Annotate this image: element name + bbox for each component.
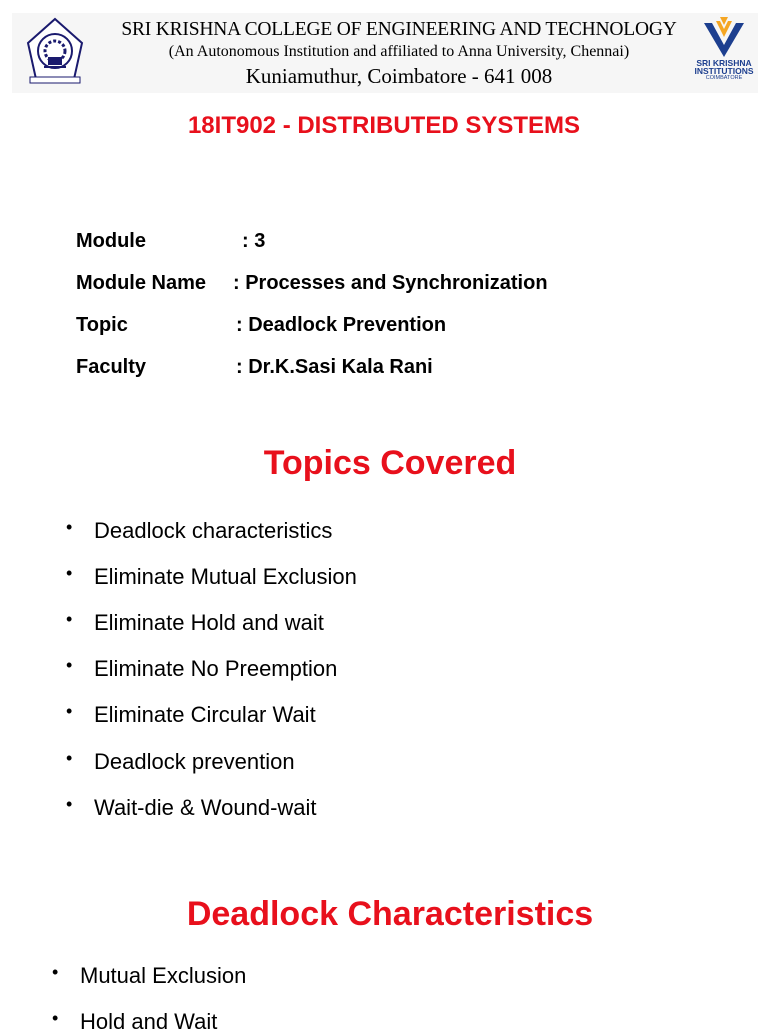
characteristics-heading: Deadlock Characteristics bbox=[186, 895, 594, 933]
topic-label: Eliminate Circular Wait bbox=[94, 702, 316, 727]
college-header bbox=[12, 13, 758, 93]
bullet-icon: • bbox=[66, 748, 73, 768]
topic-item bbox=[66, 702, 316, 728]
bullet-icon: • bbox=[66, 655, 73, 675]
college-affiliation: (An Autonomous Institution and affiliated to Anna University, Chennai) bbox=[168, 43, 630, 60]
bullet-icon: • bbox=[66, 517, 73, 537]
bullet-icon: • bbox=[66, 609, 73, 629]
bullet-icon: • bbox=[52, 1008, 59, 1028]
topic-label: Eliminate No Preemption bbox=[94, 656, 338, 681]
info-value: : 3 bbox=[242, 230, 266, 252]
topic-label: Eliminate Mutual Exclusion bbox=[94, 564, 357, 589]
topic-item bbox=[66, 564, 357, 590]
topic-label: Deadlock prevention bbox=[94, 749, 295, 774]
college-name: SRI KRISHNA COLLEGE OF ENGINEERING AND TECHNOLOGY bbox=[121, 19, 677, 40]
bullet-icon: • bbox=[66, 794, 73, 814]
topic-label: Deadlock characteristics bbox=[94, 518, 333, 543]
college-emblem-icon bbox=[24, 17, 86, 85]
bullet-icon: • bbox=[52, 962, 59, 982]
info-value: : Deadlock Prevention bbox=[236, 314, 447, 336]
logo-text: COIMBATORE bbox=[705, 75, 743, 81]
characteristic-label: Mutual Exclusion bbox=[80, 963, 247, 988]
topic-item bbox=[66, 656, 337, 682]
characteristic-item bbox=[52, 963, 246, 989]
topic-item bbox=[66, 749, 295, 775]
college-address: Kuniamuthur, Coimbatore - 641 008 bbox=[245, 64, 553, 88]
topics-heading: Topics Covered bbox=[263, 444, 517, 482]
topic-label: Wait-die & Wound-wait bbox=[94, 795, 317, 820]
logo-text: SRI KRISHNA bbox=[696, 58, 752, 68]
info-value: : Dr.K.Sasi Kala Rani bbox=[236, 356, 433, 378]
sri-krishna-logo-icon bbox=[692, 17, 756, 89]
topic-item bbox=[66, 518, 332, 544]
bullet-icon: • bbox=[66, 701, 73, 721]
info-label: Topic bbox=[76, 314, 128, 336]
logo-text: INSTITUTIONS bbox=[694, 66, 754, 76]
bullet-icon: • bbox=[66, 563, 73, 583]
course-title: 18IT902 - DISTRIBUTED SYSTEMS bbox=[187, 112, 581, 139]
info-value: : Processes and Synchronization bbox=[233, 272, 548, 294]
info-label: Faculty bbox=[76, 356, 147, 378]
characteristic-label: Hold and Wait bbox=[80, 1009, 218, 1034]
characteristic-item bbox=[52, 1009, 217, 1035]
topic-item bbox=[66, 610, 324, 636]
topic-item bbox=[66, 795, 317, 821]
info-label: Module bbox=[76, 230, 146, 252]
info-label: Module Name bbox=[76, 272, 207, 294]
topic-label: Eliminate Hold and wait bbox=[94, 610, 324, 635]
